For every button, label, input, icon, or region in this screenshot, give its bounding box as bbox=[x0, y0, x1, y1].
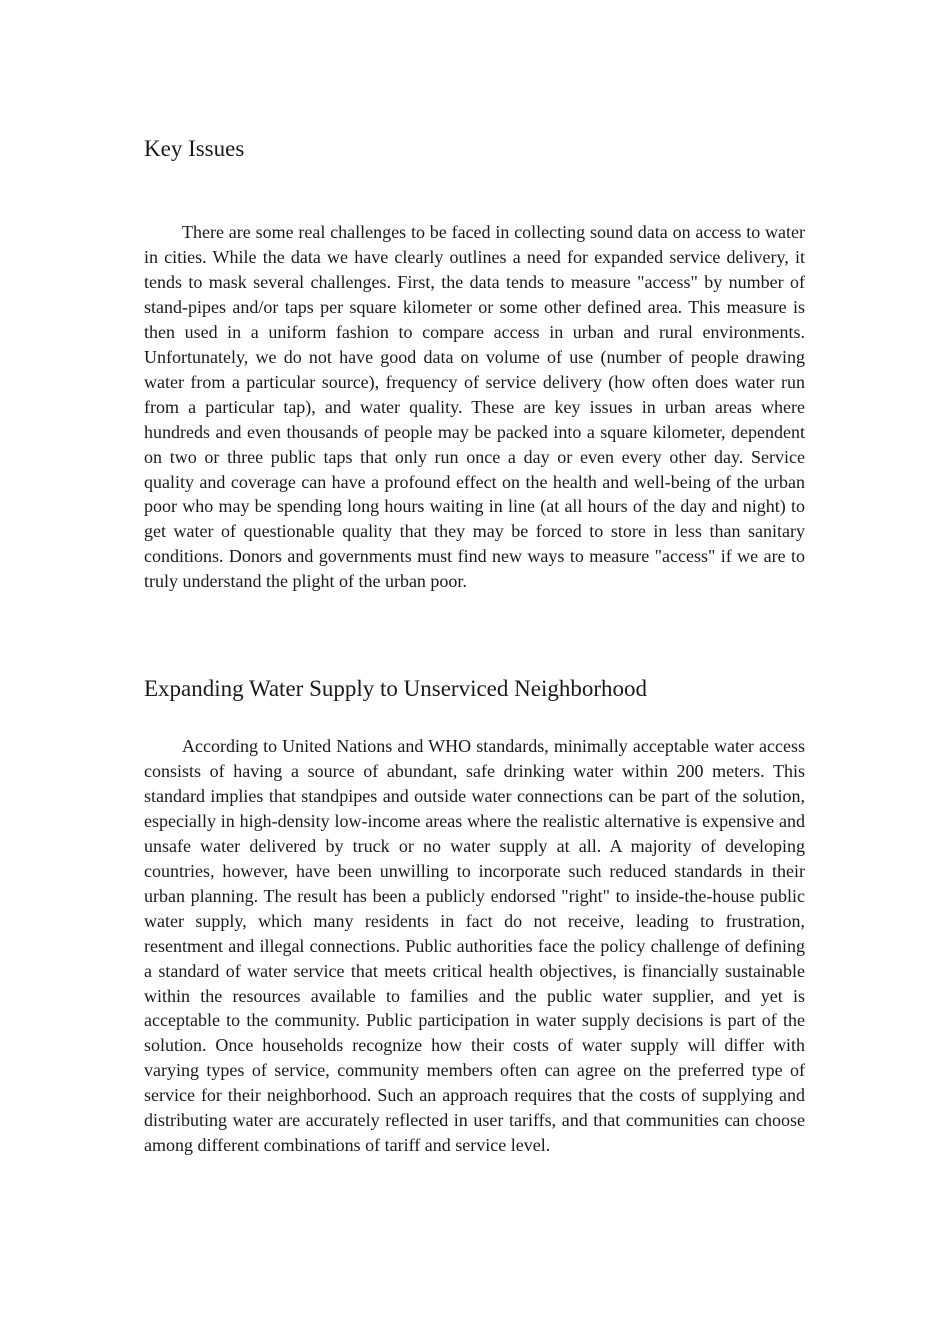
section-paragraph-key-issues: There are some real challenges to be faced in collecting sound data on access to water in cities. While the data we have clearly outlines a need for expanded service delivery, it tends to mask several challenges. First, the data tends to measure "access" by number of stand-pipes and/or taps per square kilometer or some other defined area. This measure is then used in a uniform fashion to compare access in urban and rural environments. Unfortunately, we do not have good data on volume of use (number of people drawing water from a particular source), frequency of service delivery (how often does water run from a particular tap), and water quality. These are key issues in urban areas where hundreds and even thousands of people may be packed into a square kilometer, dependent on two or three public taps that only run once a day or even every other day. Service quality and coverage can have a profound effect on the health and well-being of the urban poor who may be spending long hours waiting in line (at all hours of the day and night) to get water of questionable quality that they may be forced to store in less than sanitary conditions. Donors and governments must find new ways to measure "access" if we are to truly understand the plight of the urban poor. bbox=[144, 222, 805, 592]
section-paragraph-expanding-water-supply: According to United Nations and WHO standards, minimally acceptable water access consists of having a source of abundant, safe drinking water within 200 meters. This standard implies that standpipes and outside water connections can be part of the solution, especially in high-density low-income areas where the realistic alternative is expensive and unsafe water delivered by truck or no water supply at all. A majority of developing countries, however, have been unwilling to incorporate such reduced standards in their urban planning. The result has been a publicly endorsed "right" to inside-the-house public water supply, which many residents in fact do not receive, leading to frustration, resentment and illegal connections. Public authorities face the policy challenge of defining a standard of water service that meets critical health objectives, is financially sustainable within the resources available to families and the public water supplier, and yet is acceptable to the community. Public participation in water supply decisions is part of the solution. Once households recognize how their costs of water supply will differ with varying types of service, community members often can agree on the preferred type of service for their neighborhood. Such an approach requires that the costs of supplying and distributing water are accurately reflected in user tariffs, and that communities can choose among different combinations of tariff and service level. bbox=[144, 736, 805, 1156]
section-heading-key-issues: Key Issues bbox=[144, 136, 245, 161]
section-heading-expanding-water-supply: Expanding Water Supply to Unserviced Neighborhood bbox=[144, 676, 647, 701]
